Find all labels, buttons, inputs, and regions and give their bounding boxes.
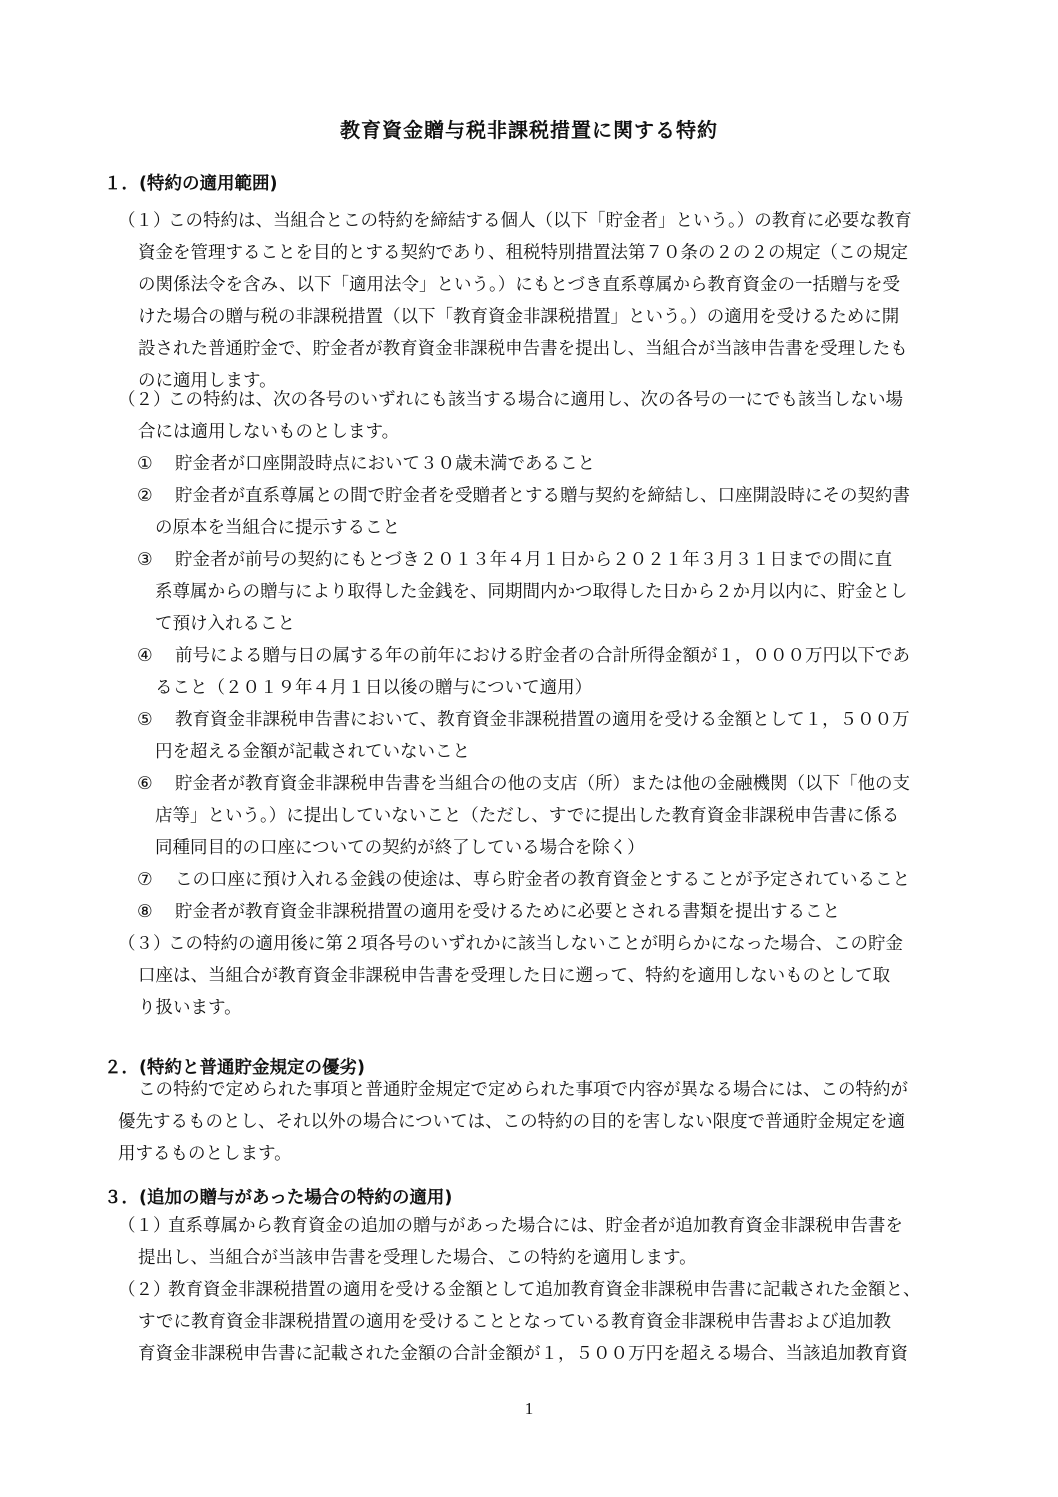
section-3-paragraph-1 <box>118 1210 978 1274</box>
paragraph-line: 直系尊属から教育資金の追加の贈与があった場合には、貯金者が追加教育資金非課税申告書を <box>168 1216 903 1236</box>
item-line: 貯金者が前号の契約にもとづき２０１３年４月１日から２０２１年３月３１日までの間に直 <box>175 550 893 570</box>
item-line: 貯金者が直系尊属との間で貯金者を受贈者とする贈与契約を締結し、口座開設時にその契約書 <box>175 486 910 506</box>
paragraph-line: 口座は、当組合が教育資金非課税申告書を受理した日に遡って、特約を適用しないものとして取 <box>138 966 891 986</box>
section-2-body <box>118 1074 978 1170</box>
item-line: この口座に預け入れる金銭の使途は、専ら貯金者の教育資金とすることが予定されていること <box>175 870 910 890</box>
item-line: 前号による贈与日の属する年の前年における貯金者の合計所得金額が１，０００万円以下であ <box>175 646 910 666</box>
paragraph-line: すでに教育資金非課税措置の適用を受けることとなっている教育資金非課税申告書および追加教 <box>138 1312 892 1332</box>
paragraph-line: 用するものとします。 <box>118 1144 292 1164</box>
paragraph-marker: （２） <box>118 390 171 410</box>
paragraph-line: 設された普通貯金で、貯金者が教育資金非課税申告書を提出し、当組合が当該申告書を受理したも <box>138 339 908 359</box>
item-line: 系尊属からの贈与により取得した金銭を、同期間内かつ取得した日から２か月以内に、貯金とし <box>155 582 908 602</box>
item-marker: ⑧ <box>137 902 153 922</box>
paragraph-marker: （２） <box>118 1280 171 1300</box>
paragraph-line: この特約で定められた事項と普通貯金規定で定められた事項で内容が異なる場合には、この特約が <box>138 1080 908 1100</box>
section-1-heading: １．(特約の適用範囲) <box>104 174 278 194</box>
section-3-heading: ３．(追加の贈与があった場合の特約の適用) <box>104 1188 453 1208</box>
paragraph-line: の関係法令を含み、以下「適用法令」という。）にもとづき直系尊属から教育資金の一括贈与を受 <box>138 275 900 295</box>
paragraph-marker: （３） <box>118 934 171 954</box>
paragraph-line: り扱います。 <box>138 998 242 1018</box>
paragraph-line: 資金を管理することを目的とする契約であり、租税特別措置法第７０条の２の２の規定（この規定 <box>138 243 908 263</box>
page-number: 1 <box>524 1399 534 1418</box>
section-1-paragraph-3 <box>118 928 978 1024</box>
paragraph-line: けた場合の贈与税の非課税措置（以下「教育資金非課税措置」という。）の適用を受けるために開 <box>138 307 900 327</box>
paragraph-line: 優先するものとし、それ以外の場合については、この特約の目的を害しない限度で普通貯金規定を適 <box>118 1112 906 1132</box>
item-marker: ④ <box>137 646 153 666</box>
section-2-heading: ２．(特約と普通貯金規定の優劣) <box>104 1058 365 1078</box>
paragraph-line: 育資金非課税申告書に記載された金額の合計金額が１，５００万円を超える場合、当該追加教育資 <box>138 1344 908 1364</box>
paragraph-line: この特約は、当組合とこの特約を締結する個人（以下「貯金者」という。）の教育に必要な教育 <box>168 211 912 231</box>
item-marker: ③ <box>137 550 153 570</box>
item-marker: ⑦ <box>137 870 153 890</box>
paragraph-line: 提出し、当組合が当該申告書を受理した場合、この特約を適用します。 <box>138 1248 697 1268</box>
item-line: 教育資金非課税申告書において、教育資金非課税措置の適用を受ける金額として１，５００万 <box>175 710 910 730</box>
section-1-paragraph-1 <box>118 205 978 405</box>
item-line: 同種同目的の口座についての契約が終了している場合を除く） <box>155 838 645 858</box>
item-line: 円を超える金額が記載されていないこと <box>155 742 470 762</box>
item-line: の原本を当組合に提示すること <box>155 518 400 538</box>
item-line: 貯金者が教育資金非課税申告書を当組合の他の支店（所）または他の金融機関（以下「他の支 <box>175 774 910 794</box>
paragraph-line: この特約は、次の各号のいずれにも該当する場合に適用し、次の各号の一にでも該当しない場 <box>168 390 903 410</box>
paragraph-line: 教育資金非課税措置の適用を受ける金額として追加教育資金非課税申告書に記載された金額と、 <box>168 1280 921 1300</box>
section-1-paragraph-2 <box>118 384 978 448</box>
item-line: 貯金者が口座開設時点において３０歳未満であること <box>175 454 595 474</box>
item-line: 店等」という。）に提出していないこと（ただし、すでに提出した教育資金非課税申告書に係る <box>155 806 900 826</box>
item-marker: ⑥ <box>137 774 153 794</box>
item-line: ること（２０１９年４月１日以後の贈与について適用） <box>155 678 593 698</box>
item-marker: ① <box>137 454 153 474</box>
paragraph-marker: （１） <box>118 1216 171 1236</box>
item-marker: ② <box>137 486 153 506</box>
paragraph-line: 合には適用しないものとします。 <box>138 422 400 442</box>
paragraph-line: のに適用します。 <box>138 371 277 391</box>
paragraph-line: この特約の適用後に第２項各号のいずれかに該当しないことが明らかになった場合、この貯金 <box>168 934 903 954</box>
section-1-item-list <box>137 448 977 928</box>
item-line: て預け入れること <box>155 614 295 634</box>
document-title: 教育資金贈与税非課税措置に関する特約 <box>340 118 718 142</box>
section-3-paragraph-2 <box>118 1274 978 1370</box>
paragraph-marker: （１） <box>118 211 171 231</box>
item-marker: ⑤ <box>137 710 153 730</box>
item-line: 貯金者が教育資金非課税措置の適用を受けるために必要とされる書類を提出すること <box>175 902 840 922</box>
